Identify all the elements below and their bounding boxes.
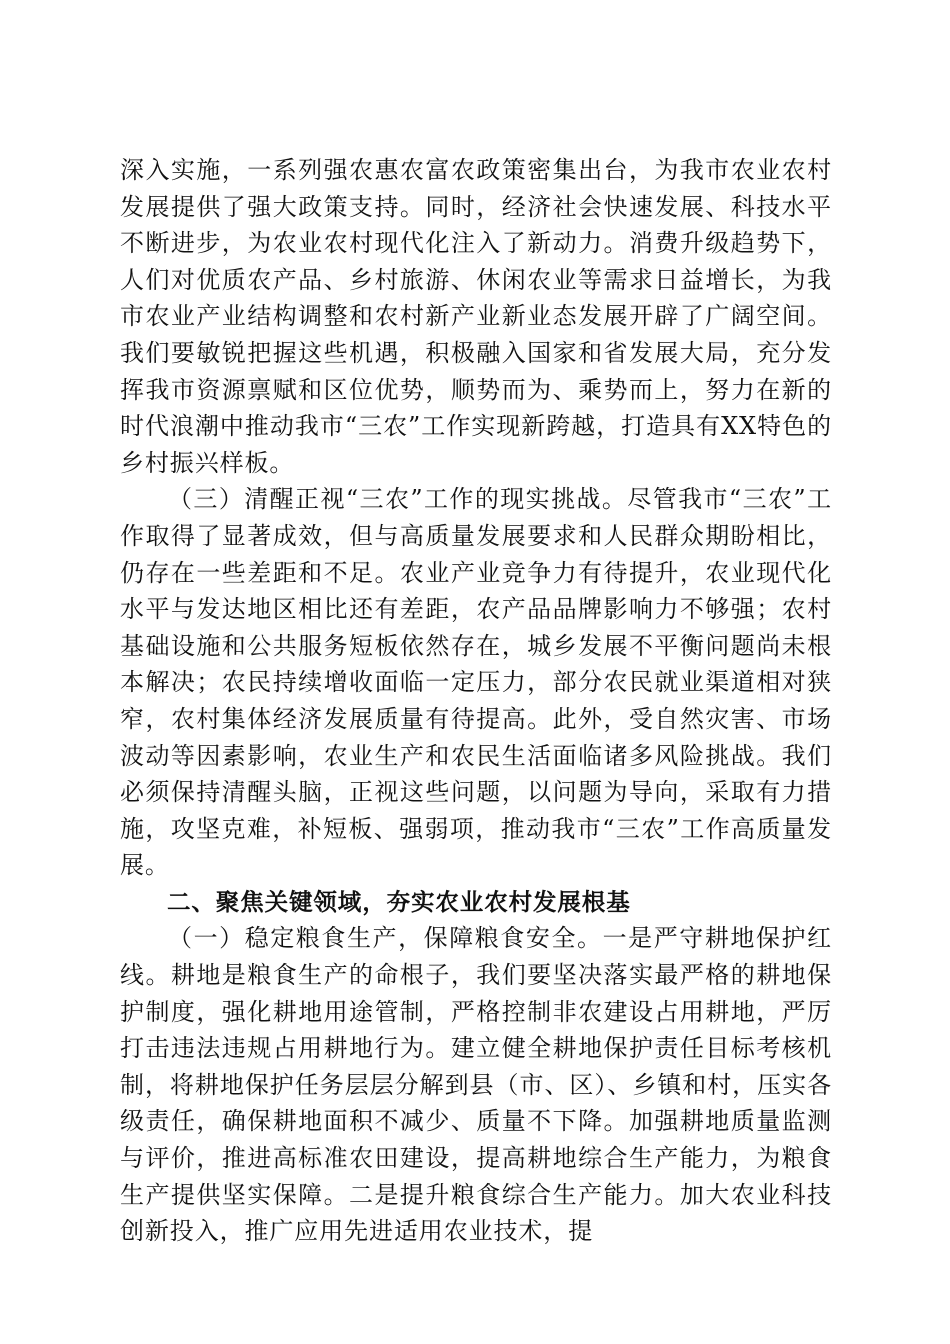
paragraph-opportunities: 深入实施，一系列强农惠农富农政策密集出台，为我市农业农村发展提供了强大政策支持。同时，经济社会快速发展、科技水平不断进步，为农业农村现代化注入了新动力。消费升级趋势下，人们对优质农产品、乡村旅游、休闲农业等需求日益增长，为我市农业产业结构调整和农村新产业新业态发展开辟了广阔空间。我们要敏锐把握这些机遇，积极融入国家和省发展大局，充分发挥我市资源禀赋和区位优势，顺势而为、乘势而上，努力在新的时代浪潮中推动我市“三农”工作实现新跨越，打造具有XX特色的乡村振兴样板。 bbox=[120, 156, 832, 477]
paragraph-grain-security: （一）稳定粮食生产，保障粮食安全。一是严守耕地保护红线。耕地是粮食生产的命根子，我们要坚决落实最严格的耕地保护制度，强化耕地用途管制，严格控制非农建设占用耕地，严厉打击违法违规占用耕地行为。建立健全耕地保护责任目标考核机制，将耕地保护任务层层分解到县（市、区）、乡镇和村，压实各级责任，确保耕地面积不减少、质量不下降。加强耕地质量监测与评价，推进高标准农田建设，提高耕地综合生产能力，为粮食生产提供坚实保障。二是提升粮食综合生产能力。加大农业科技创新投入，推广应用先进适用农业技术，提 bbox=[120, 924, 832, 1246]
document-body bbox=[120, 152, 832, 1250]
paragraph-challenges: （三）清醒正视“三农”工作的现实挑战。尽管我市“三农”工作取得了显著成效，但与高质量发展要求和人民群众期盼相比，仍存在一些差距和不足。农业产业竞争力有待提升，农业现代化水平与发达地区相比还有差距，农产品品牌影响力不够强；农村基础设施和公共服务短板依然存在，城乡发展不平衡问题尚未根本解决；农民持续增收面临一定压力，部分农民就业渠道相对狭窄，农村集体经济发展质量有待提高。此外，受自然灾害、市场波动等因素影响，农业生产和农民生活面临诸多风险挑战。我们必须保持清醒头脑，正视这些问题，以问题为导向，采取有力措施，攻坚克难，补短板、强弱项，推动我市“三农”工作高质量发展。 bbox=[120, 485, 832, 880]
section-heading: 二、聚焦关键领域，夯实农业农村发展根基 bbox=[167, 887, 631, 916]
